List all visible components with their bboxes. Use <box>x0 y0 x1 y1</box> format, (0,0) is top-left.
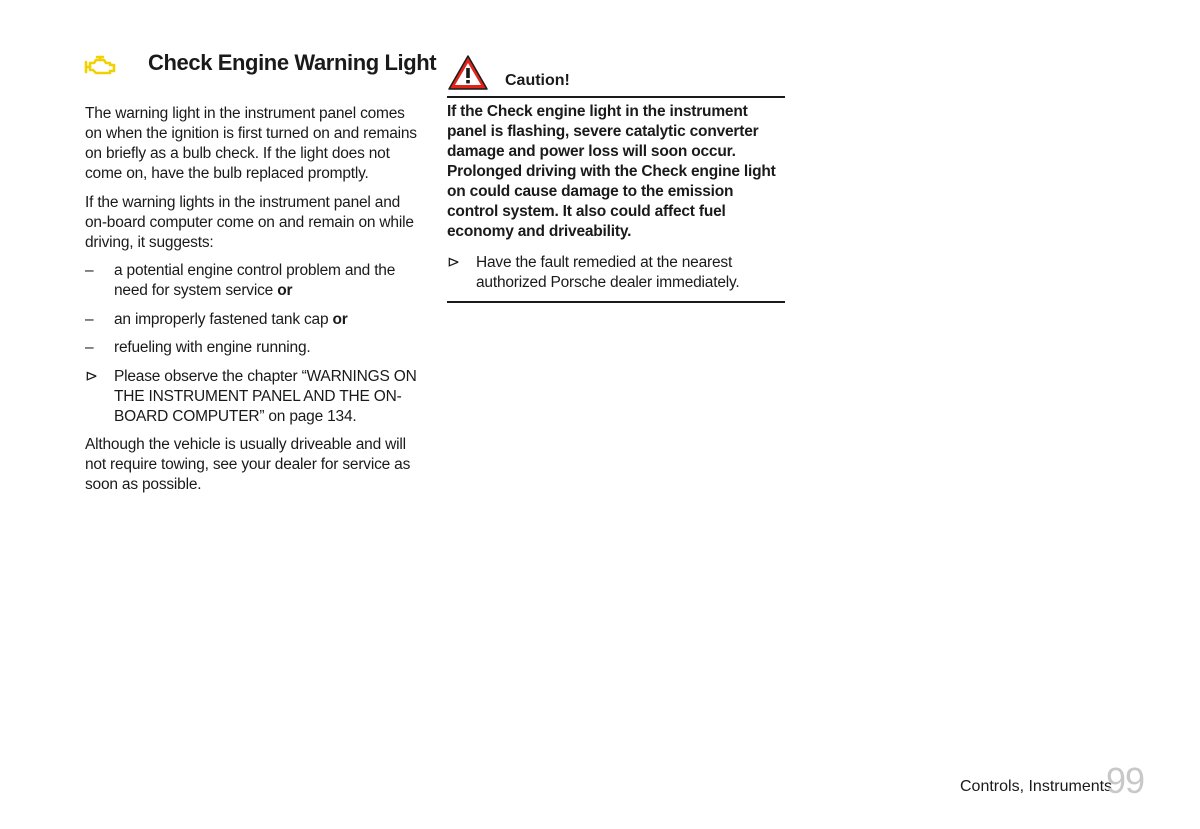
page-number: 99 <box>1106 760 1145 801</box>
caution-text: If the Check engine light in the instrument panel is flashing, severe catalytic converter damage and power loss will soon occur. Prolonged driving with the Check engine light on could cause damage to the emission control system. It also could affect fuel economy and driveability. <box>447 103 776 240</box>
page-title: Check Engine Warning Light <box>148 50 437 75</box>
caution-action-item <box>447 253 787 293</box>
check-engine-icon <box>84 54 118 78</box>
left-column <box>85 104 425 504</box>
caution-label: Caution! <box>505 72 570 89</box>
caution-divider-bottom <box>447 301 785 303</box>
caution-box <box>447 102 787 302</box>
list-item-emphasis: or <box>332 310 348 328</box>
dash-marker: – <box>85 262 94 279</box>
footer-section-label: Controls, Instruments <box>960 778 1113 795</box>
list-item <box>85 261 425 301</box>
closing-paragraph: Although the vehicle is usually driveable and will not require towing, see your dealer for service as soon as possible. <box>85 436 411 493</box>
instruction-text: Please observe the chapter “WARNINGS ON THE INSTRUMENT PANEL AND THE ON-BOARD COMPUTER” on page 134. <box>114 367 417 425</box>
instruction-item <box>85 367 425 427</box>
intro-paragraph: The warning light in the instrument panel comes on when the ignition is first turned on and remains on briefly as a bulb check. If the light does not come on, have the bulb replaced promptly. <box>85 105 417 182</box>
list-item-text: refueling with engine running. <box>114 339 311 356</box>
list-item-emphasis: or <box>277 282 293 299</box>
caution-action-text: Have the fault remedied at the nearest authorized Porsche dealer immediately. <box>476 254 740 291</box>
condition-paragraph: If the warning lights in the instrument panel and on-board computer come on and remain on while driving, it suggests: <box>85 193 414 251</box>
bullet-arrow-icon: ⊳ <box>85 367 98 385</box>
list-item <box>85 310 425 330</box>
dash-marker: – <box>85 339 94 356</box>
bullet-arrow-icon: ⊳ <box>447 254 460 271</box>
list-item-text: an improperly fastened tank cap <box>114 310 333 328</box>
caution-divider-top <box>447 96 785 98</box>
list-item <box>85 338 425 358</box>
dash-marker: – <box>85 310 94 328</box>
warning-triangle-icon <box>447 54 489 91</box>
list-item-text: a potential engine control problem and the need for system service <box>114 262 396 299</box>
